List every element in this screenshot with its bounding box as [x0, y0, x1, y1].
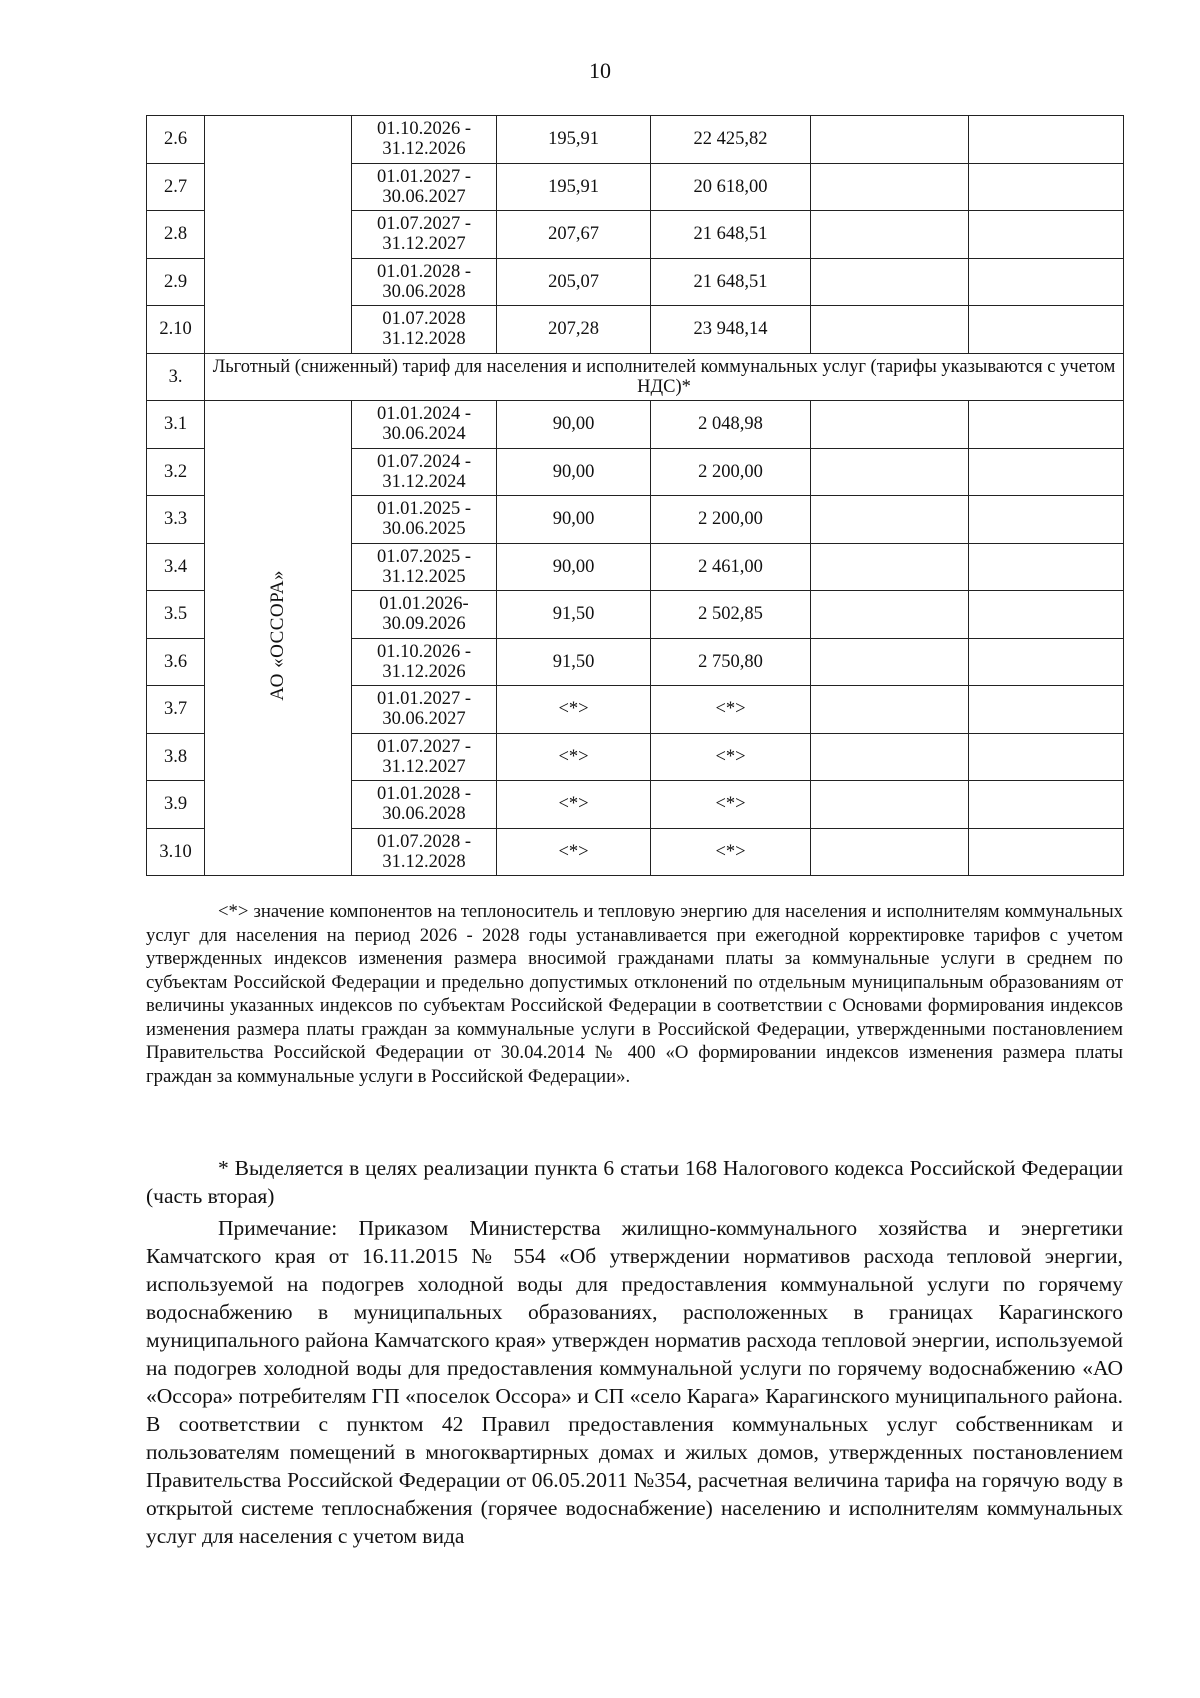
footnote-star-text: * Выделяется в целях реализации пункта 6 статьи 168 Налогового кодекса Российской Федерации (часть вторая): [146, 1156, 1123, 1208]
empty-cell: [969, 401, 1124, 449]
section-row: [147, 353, 1124, 401]
value-heat-carrier: <*>: [497, 781, 651, 829]
value-heat-carrier: 90,00: [497, 401, 651, 449]
empty-cell: [811, 496, 969, 544]
row-number: 3.1: [147, 401, 205, 449]
empty-cell: [969, 591, 1124, 639]
row-number: 2.9: [147, 258, 205, 306]
empty-cell: [811, 828, 969, 876]
footnote-angle-star-text: <*> значение компонентов на теплоноситель и тепловую энергию для населения и исполнителям коммунальных услуг для населения на период 2026 - 2028 годы устанавливается при ежегодной корректировке тарифов с учетом утвержденных индексов изменения размера вносимой гражданами платы за коммунальные услуги в среднем по субъектам Российской Федерации и предельно допустимых отклонений по отдельным муниципальным образованиям от величины указанных индексов по субъектам Российской Федерации в соответствии с Основами формирования индексов изменения размера платы граждан за коммунальные услуги в Российской Федерации, утвержденными постановлением Правительства Российской Федерации от 30.04.2014 № 400 «О формировании индексов изменения размера платы граждан за коммунальные услуги в Российской Федерации».: [146, 901, 1123, 1087]
row-number: 3.10: [147, 828, 205, 876]
period-start: 01.01.2025 -: [376, 499, 472, 520]
empty-cell: [811, 163, 969, 211]
empty-cell: [969, 448, 1124, 496]
period-cell: [352, 306, 497, 354]
period-cell: [352, 543, 497, 591]
empty-cell: [811, 401, 969, 449]
value-heat-energy: 2 200,00: [651, 496, 811, 544]
empty-cell: [969, 686, 1124, 734]
period-start: 01.01.2027 -: [376, 166, 472, 187]
period-end: 31.12.2025: [382, 566, 466, 587]
footnote-star: [146, 1154, 1123, 1210]
value-heat-energy: 20 618,00: [651, 163, 811, 211]
empty-cell: [969, 211, 1124, 259]
empty-cell: [969, 306, 1124, 354]
period-cell: [352, 211, 497, 259]
period-end: 31.12.2026: [382, 139, 466, 160]
table-row: [147, 401, 1124, 449]
empty-cell: [811, 733, 969, 781]
group3-rows: [147, 401, 1124, 876]
organization-cell: [205, 116, 352, 354]
value-heat-energy: 2 750,80: [651, 638, 811, 686]
value-heat-carrier: 90,00: [497, 496, 651, 544]
period-cell: [352, 496, 497, 544]
period-end: 31.12.2027: [382, 234, 466, 255]
empty-cell: [969, 733, 1124, 781]
period-cell: [352, 116, 497, 164]
period-start: 01.10.2026 -: [376, 641, 472, 662]
row-number: 2.7: [147, 163, 205, 211]
period-cell: [352, 591, 497, 639]
period-cell: [352, 828, 497, 876]
period-start: 01.07.2024 -: [376, 451, 472, 472]
period-start: 01.01.2026-: [379, 594, 469, 615]
value-heat-carrier: 90,00: [497, 448, 651, 496]
organization-name: АО «ОССОРА»: [267, 570, 288, 701]
empty-cell: [811, 591, 969, 639]
value-heat-energy: 2 502,85: [651, 591, 811, 639]
period-start: 01.07.2027 -: [376, 736, 472, 757]
period-start: 01.01.2028 -: [376, 784, 472, 805]
empty-cell: [811, 781, 969, 829]
value-heat-energy: <*>: [651, 733, 811, 781]
period-start: 01.10.2026 -: [376, 119, 472, 140]
period-cell: [352, 781, 497, 829]
value-heat-carrier: 205,07: [497, 258, 651, 306]
row-number: 3.2: [147, 448, 205, 496]
row-number: 3.9: [147, 781, 205, 829]
value-heat-carrier: <*>: [497, 686, 651, 734]
value-heat-carrier: 207,67: [497, 211, 651, 259]
tariff-table: [146, 115, 1124, 876]
period-start: 01.01.2024 -: [376, 404, 472, 425]
period-end: 30.06.2027: [382, 186, 466, 207]
value-heat-carrier: 195,91: [497, 116, 651, 164]
row-number: 2.10: [147, 306, 205, 354]
empty-cell: [969, 638, 1124, 686]
row-number: 3.6: [147, 638, 205, 686]
row-number: 2.8: [147, 211, 205, 259]
period-end: 30.06.2025: [382, 519, 466, 540]
period-start: 01.01.2028 -: [376, 261, 472, 282]
period-end: 30.06.2024: [382, 424, 466, 445]
period-cell: [352, 258, 497, 306]
value-heat-energy: <*>: [651, 781, 811, 829]
empty-cell: [811, 258, 969, 306]
empty-cell: [969, 496, 1124, 544]
value-heat-carrier: 195,91: [497, 163, 651, 211]
empty-cell: [969, 828, 1124, 876]
empty-cell: [969, 781, 1124, 829]
value-heat-energy: 2 048,98: [651, 401, 811, 449]
period-cell: [352, 686, 497, 734]
row-number: 3.4: [147, 543, 205, 591]
period-end: 31.12.2027: [382, 756, 466, 777]
period-cell: [352, 733, 497, 781]
empty-cell: [811, 116, 969, 164]
note-text: Примечание: Приказом Министерства жилищно-коммунального хозяйства и энергетики Камчатского края от 16.11.2015 № 554 «Об утверждении нормативов расхода тепловой энергии, используемой на подогрев холодной воды для предоставления коммунальной услуги по горячему водоснабжению в муниципальных образованиях, расположенных в границах Карагинского муниципального района Камчатского края» утвержден норматив расхода тепловой энергии, используемой на подогрев холодной воды для предоставления коммунальной услуги по горячему водоснабжению «АО «Оссора» потребителям ГП «поселок Оссора» и СП «село Карага» Карагинского муниципального района. В соответствии с пунктом 42 Правил предоставления коммунальных услуг собственникам и пользователям помещений в многоквартирных домах и жилых домов, утвержденных постановлением Правительства Российской Федерации от 06.05.2011 №354, расчетная величина тарифа на горячую воду в открытой системе теплоснабжения (горячее водоснабжение) населению и исполнителям коммунальных услуг для населения с учетом вида: [146, 1216, 1123, 1548]
group2-rows: [147, 116, 1124, 354]
period-cell: [352, 401, 497, 449]
value-heat-energy: 23 948,14: [651, 306, 811, 354]
value-heat-energy: 2 200,00: [651, 448, 811, 496]
row-number: 2.6: [147, 116, 205, 164]
value-heat-energy: <*>: [651, 828, 811, 876]
section-title: Льготный (сниженный) тариф для населения и исполнителей коммунальных услуг (тарифы указываются с учетом НДС)*: [205, 353, 1124, 401]
value-heat-energy: 2 461,00: [651, 543, 811, 591]
period-start: 01.07.2025 -: [376, 546, 472, 567]
period-cell: [352, 448, 497, 496]
empty-cell: [811, 638, 969, 686]
page-number: 10: [589, 58, 611, 83]
value-heat-carrier: 91,50: [497, 591, 651, 639]
row-number: 3.8: [147, 733, 205, 781]
empty-cell: [811, 306, 969, 354]
period-end: 31.12.2028: [382, 329, 466, 350]
value-heat-carrier: <*>: [497, 733, 651, 781]
empty-cell: [969, 258, 1124, 306]
table-row: [147, 116, 1124, 164]
period-start: 01.07.2028 -: [376, 831, 472, 852]
footnote-angle-star: [146, 900, 1123, 1088]
value-heat-carrier: 90,00: [497, 543, 651, 591]
period-start: 01.07.2028: [382, 309, 466, 330]
row-number: 3.3: [147, 496, 205, 544]
period-cell: [352, 638, 497, 686]
empty-cell: [811, 686, 969, 734]
period-end: 31.12.2028: [382, 851, 466, 872]
period-cell: [352, 163, 497, 211]
row-number: 3.5: [147, 591, 205, 639]
empty-cell: [969, 543, 1124, 591]
note: [146, 1214, 1123, 1550]
value-heat-energy: 21 648,51: [651, 258, 811, 306]
period-end: 30.06.2028: [382, 804, 466, 825]
period-end: 30.06.2028: [382, 281, 466, 302]
period-start: 01.01.2027 -: [376, 689, 472, 710]
empty-cell: [811, 543, 969, 591]
period-end: 30.06.2027: [382, 709, 466, 730]
period-start: 01.07.2027 -: [376, 214, 472, 235]
row-number: 3.7: [147, 686, 205, 734]
value-heat-carrier: 91,50: [497, 638, 651, 686]
value-heat-energy: 22 425,82: [651, 116, 811, 164]
value-heat-energy: <*>: [651, 686, 811, 734]
empty-cell: [811, 448, 969, 496]
empty-cell: [969, 116, 1124, 164]
value-heat-energy: 21 648,51: [651, 211, 811, 259]
value-heat-carrier: 207,28: [497, 306, 651, 354]
section-number: 3.: [147, 353, 205, 401]
empty-cell: [969, 163, 1124, 211]
period-end: 31.12.2026: [382, 661, 466, 682]
value-heat-carrier: <*>: [497, 828, 651, 876]
period-end: 31.12.2024: [382, 471, 466, 492]
period-end: 30.09.2026: [382, 614, 466, 635]
organization-cell: [205, 401, 352, 876]
empty-cell: [811, 211, 969, 259]
